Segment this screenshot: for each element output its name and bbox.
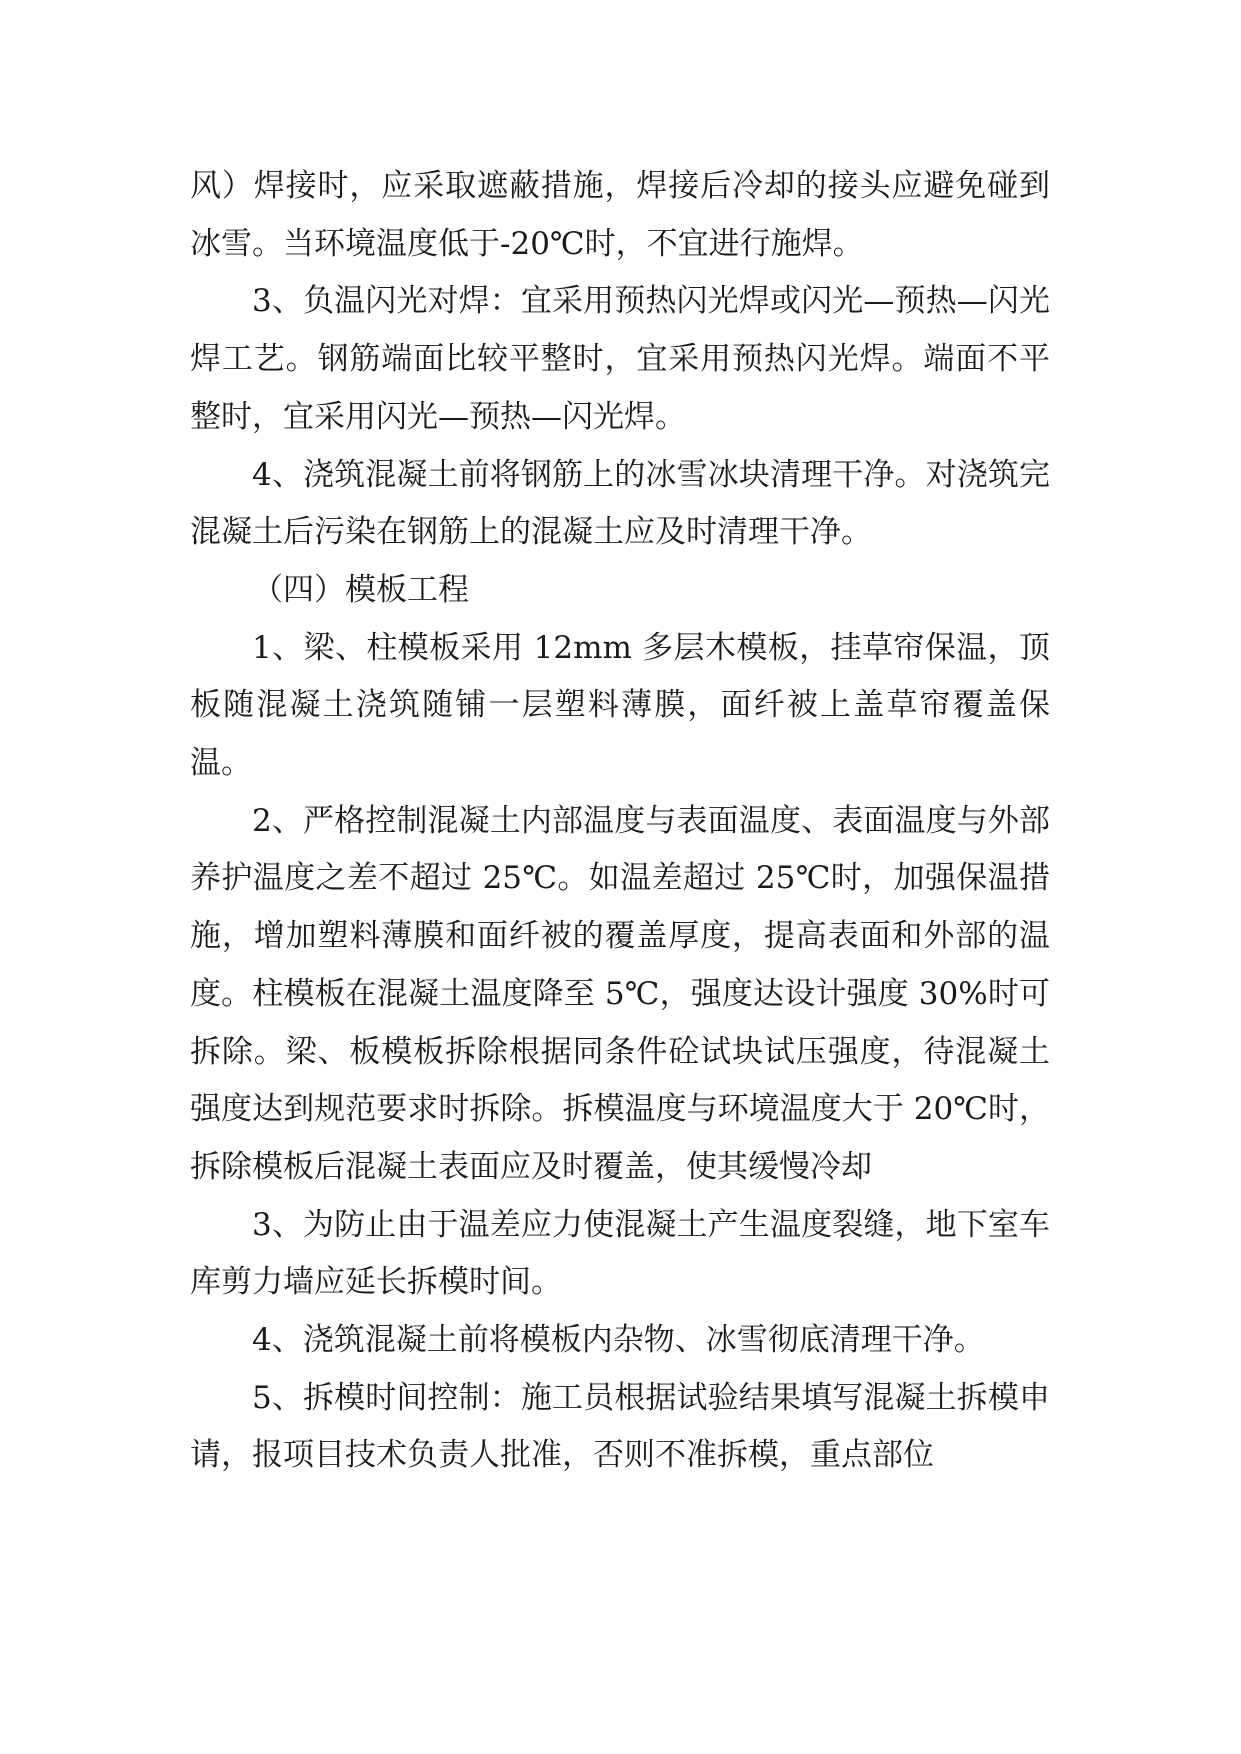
document-body [190, 158, 1050, 1485]
paragraph-item-2-temperature-control: 2、严格控制混凝土内部温度与表面温度、表面温度与外部养护温度之差不超过 25℃。如温差超过 25℃时，加强保温措施，增加塑料薄膜和面纤被的覆盖厚度，提高表面和外部的温度。柱模板在混凝土温度降至 5℃，强度达设计强度 30%时可拆除。梁、板模板拆除根据同条件砼试块试压强度，待混凝土强度达到规范要求时拆除。拆模温度与环境温度大于 20℃时，拆除模板后混凝土表面应及时覆盖，使其缓慢冷却 [190, 802, 1050, 1185]
paragraph-item-3-shear-wall: 3、为防止由于温差应力使混凝土产生温度裂缝，地下室车库剪力墙应延长拆模时间。 [190, 1206, 1050, 1301]
section-heading-formwork: （四）模板工程 [252, 571, 469, 608]
paragraph-item-3-flash-butt-welding: 3、负温闪光对焊：宜采用预热闪光焊或闪光—预热—闪光焊工艺。钢筋端面比较平整时，宜采用预热闪光焊。端面不平整时，宜采用闪光—预热—闪光焊。 [190, 283, 1050, 435]
paragraph-item-5-removal-control: 5、拆模时间控制：施工员根据试验结果填写混凝土拆模申请，报项目技术负责人批准，否则不准拆模，重点部位 [190, 1379, 1050, 1474]
paragraph-item-1-formwork-material: 1、梁、柱模板采用 12mm 多层木模板，挂草帘保温，顶板随混凝土浇筑随铺一层塑料薄膜，面纤被上盖草帘覆盖保温。 [190, 629, 1050, 782]
paragraph-item-4-clean-formwork: 4、浇筑混凝土前将模板内杂物、冰雪彻底清理干净。 [252, 1322, 985, 1359]
paragraph-continuation: 风）焊接时，应采取遮蔽措施，焊接后冷却的接头应避免碰到冰雪。当环境温度低于-20℃时，不宜进行施焊。 [190, 168, 1050, 262]
paragraph-item-4-clean-rebar: 4、浇筑混凝土前将钢筋上的冰雪冰块清理干净。对浇筑完混凝土后污染在钢筋上的混凝土应及时清理干净。 [190, 456, 1050, 551]
